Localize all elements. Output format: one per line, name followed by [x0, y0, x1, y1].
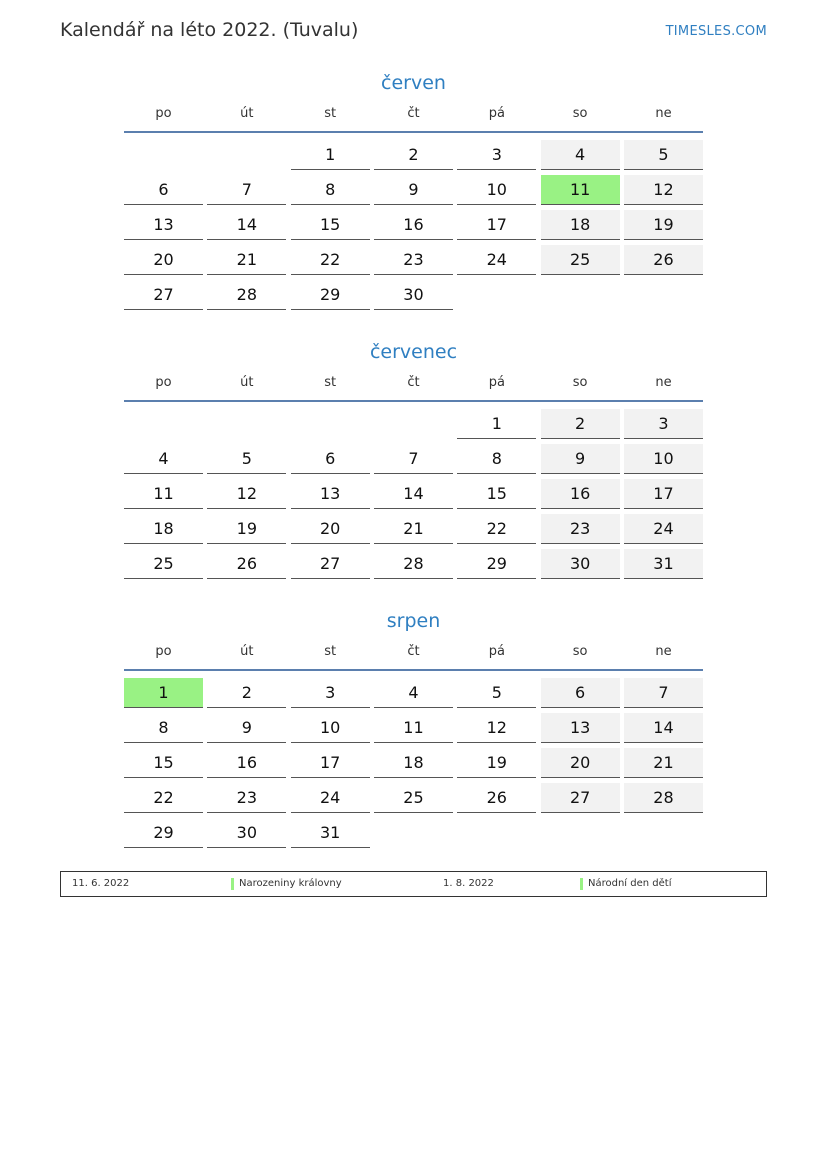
day-cell: 5 — [624, 140, 703, 170]
day-cell: 5 — [457, 678, 536, 708]
day-cell: 9 — [541, 444, 620, 474]
day-cell: 6 — [291, 444, 370, 474]
day-cell: 23 — [541, 514, 620, 544]
day-cell: 2 — [541, 409, 620, 439]
weekday-label: pá — [488, 644, 505, 659]
day-cell: 29 — [457, 549, 536, 579]
day-cell: 22 — [457, 514, 536, 544]
day-cell: 14 — [624, 713, 703, 743]
weekday-header — [124, 643, 703, 671]
day-cell: 14 — [207, 210, 286, 240]
month-title: červen — [381, 72, 446, 94]
day-cell: 1 — [291, 140, 370, 170]
day-cell: 14 — [374, 479, 453, 509]
day-cell: 4 — [374, 678, 453, 708]
day-cell: 17 — [624, 479, 703, 509]
day-cell: 21 — [624, 748, 703, 778]
day-cell: 10 — [457, 175, 536, 205]
day-cell: 27 — [291, 549, 370, 579]
day-cell: 3 — [457, 140, 536, 170]
day-cell: 29 — [124, 818, 203, 848]
day-cell: 28 — [207, 280, 286, 310]
empty-cell — [374, 409, 453, 438]
weekday-label: pá — [488, 375, 505, 390]
empty-cell — [291, 409, 370, 438]
day-cell: 6 — [541, 678, 620, 708]
day-cell: 30 — [541, 549, 620, 579]
day-cell: 26 — [624, 245, 703, 275]
day-cell: 13 — [291, 479, 370, 509]
legend-date: 11. 6. 2022 — [72, 878, 130, 889]
day-cell: 24 — [624, 514, 703, 544]
day-cell: 16 — [541, 479, 620, 509]
day-cell: 17 — [457, 210, 536, 240]
day-cell: 9 — [374, 175, 453, 205]
weekday-label: ne — [655, 644, 672, 659]
day-grid — [124, 409, 703, 579]
day-cell: 10 — [291, 713, 370, 743]
weekday-label: st — [324, 375, 337, 390]
holiday-color-swatch — [231, 878, 234, 890]
day-cell: 3 — [291, 678, 370, 708]
holiday-legend — [60, 871, 767, 897]
day-cell: 2 — [207, 678, 286, 708]
day-cell: 12 — [624, 175, 703, 205]
weekday-label: ne — [655, 375, 672, 390]
day-cell: 19 — [207, 514, 286, 544]
weekday-label: so — [572, 644, 588, 659]
day-cell: 30 — [374, 280, 453, 310]
weekday-label: čt — [407, 644, 420, 659]
weekday-label: čt — [407, 375, 420, 390]
day-cell: 13 — [541, 713, 620, 743]
day-cell: 20 — [541, 748, 620, 778]
day-cell: 25 — [541, 245, 620, 275]
day-cell: 20 — [124, 245, 203, 275]
day-cell: 18 — [374, 748, 453, 778]
empty-cell — [124, 409, 203, 438]
day-cell: 13 — [124, 210, 203, 240]
day-cell: 25 — [124, 549, 203, 579]
weekday-label: so — [572, 106, 588, 121]
day-grid — [124, 678, 703, 848]
day-cell: 27 — [124, 280, 203, 310]
weekday-label: čt — [407, 106, 420, 121]
day-cell: 1 — [457, 409, 536, 439]
day-cell: 22 — [124, 783, 203, 813]
day-cell: 28 — [624, 783, 703, 813]
day-cell: 24 — [457, 245, 536, 275]
day-cell: 11 — [124, 479, 203, 509]
weekday-label: po — [155, 644, 172, 659]
weekday-label: po — [155, 106, 172, 121]
legend-date: 1. 8. 2022 — [443, 878, 494, 889]
weekday-label: ne — [655, 106, 672, 121]
day-cell: 19 — [457, 748, 536, 778]
page-title: Kalendář na léto 2022. (Tuvalu) — [60, 19, 359, 41]
month-calendar-july — [124, 339, 703, 579]
day-cell: 25 — [374, 783, 453, 813]
day-cell: 31 — [624, 549, 703, 579]
day-cell: 4 — [124, 444, 203, 474]
weekday-label: út — [240, 644, 254, 659]
weekday-label: so — [572, 375, 588, 390]
month-calendar-june — [124, 70, 703, 310]
day-cell: 21 — [374, 514, 453, 544]
day-cell: 22 — [291, 245, 370, 275]
day-cell: 8 — [124, 713, 203, 743]
day-cell: 12 — [207, 479, 286, 509]
weekday-header — [124, 374, 703, 402]
holiday-day-cell: 1 — [124, 678, 203, 708]
day-cell: 24 — [291, 783, 370, 813]
brand-link[interactable]: TIMESLES.COM — [665, 24, 767, 39]
weekday-label: út — [240, 375, 254, 390]
legend-label: Narozeniny královny — [239, 878, 342, 889]
weekday-label: st — [324, 644, 337, 659]
month-title: srpen — [386, 610, 441, 632]
day-cell: 11 — [374, 713, 453, 743]
day-cell: 15 — [457, 479, 536, 509]
day-cell: 20 — [291, 514, 370, 544]
day-cell: 9 — [207, 713, 286, 743]
day-cell: 12 — [457, 713, 536, 743]
day-cell: 30 — [207, 818, 286, 848]
day-cell: 23 — [374, 245, 453, 275]
month-calendar-august — [124, 608, 703, 848]
weekday-label: po — [155, 375, 172, 390]
day-cell: 26 — [207, 549, 286, 579]
weekday-label: pá — [488, 106, 505, 121]
day-cell: 28 — [374, 549, 453, 579]
weekday-header — [124, 105, 703, 133]
day-cell: 27 — [541, 783, 620, 813]
holiday-color-swatch — [580, 878, 583, 890]
day-cell: 7 — [374, 444, 453, 474]
day-cell: 31 — [291, 818, 370, 848]
month-title: červenec — [369, 341, 458, 363]
day-cell: 8 — [457, 444, 536, 474]
day-cell: 19 — [624, 210, 703, 240]
empty-cell — [124, 140, 203, 169]
day-cell: 6 — [124, 175, 203, 205]
day-cell: 21 — [207, 245, 286, 275]
day-cell: 18 — [124, 514, 203, 544]
day-cell: 29 — [291, 280, 370, 310]
day-cell: 15 — [291, 210, 370, 240]
holiday-day-cell: 11 — [541, 175, 620, 205]
day-cell: 5 — [207, 444, 286, 474]
day-cell: 16 — [207, 748, 286, 778]
day-cell: 10 — [624, 444, 703, 474]
day-cell: 15 — [124, 748, 203, 778]
day-cell: 2 — [374, 140, 453, 170]
empty-cell — [207, 140, 286, 169]
day-grid — [124, 140, 703, 310]
weekday-label: st — [324, 106, 337, 121]
day-cell: 23 — [207, 783, 286, 813]
day-cell: 3 — [624, 409, 703, 439]
day-cell: 26 — [457, 783, 536, 813]
day-cell: 17 — [291, 748, 370, 778]
day-cell: 7 — [624, 678, 703, 708]
day-cell: 18 — [541, 210, 620, 240]
day-cell: 4 — [541, 140, 620, 170]
day-cell: 16 — [374, 210, 453, 240]
legend-label: Národní den dětí — [588, 878, 672, 889]
empty-cell — [207, 409, 286, 438]
weekday-label: út — [240, 106, 254, 121]
day-cell: 8 — [291, 175, 370, 205]
day-cell: 7 — [207, 175, 286, 205]
